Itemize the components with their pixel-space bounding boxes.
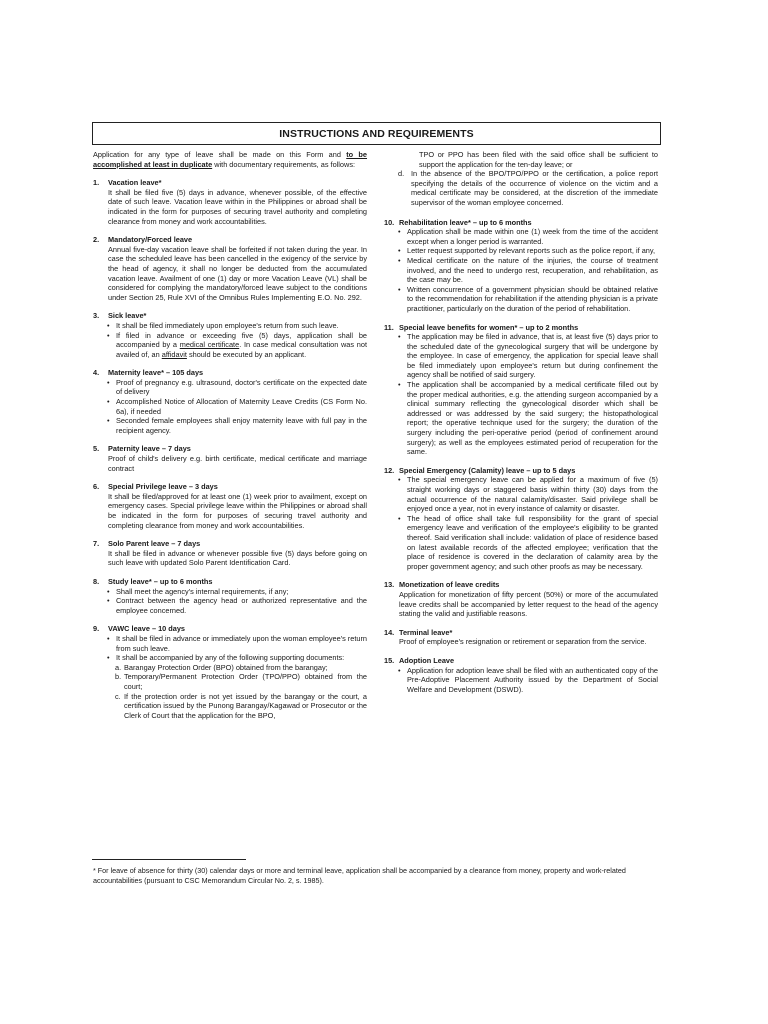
section-title: Sick leave* [108, 311, 147, 321]
list-item: • Letter request supported by relevant reports such as the police report, if any, [407, 246, 658, 256]
section-special-leave-women: 11. Special leave benefits for women* – up to 2 months • The application may be filed in advance, that is, at least five (5) days prior to the scheduled date of the gynecological surgery that will be undergone by the employee. In case of emergency, the application for special leave shall be filed immediately upon employee's return but during confinement the agency shall be notified of said surgery. • The application shall be accompanied by a medical certificate filled out by the proper medical authorities, e.g. the attending surgeon accompanied by a clinical summary reflecting the gynecological disorder which shall be addressed or was addressed by the said surgery; the histopathological report; the operative technique used for the surgery; the duration of the surgery including the peri-operative period (period of confinement around surgery); as well as the employees estimated period of recuperation for the same. [384, 323, 658, 457]
section-maternity-leave: 4. Maternity leave* – 105 days • Proof of pregnancy e.g. ultrasound, doctor's certificate on the expected date of delivery • Accomplished Notice of Allocation of Maternity Leave Credits (CS Form No. 6a), if needed • Seconded female employees shall enjoy maternity leave with full pay in the recipient agency. [93, 368, 367, 435]
section-body: It shall be filed/approved for at least one (1) week prior to availment, except on emergency cases. Special privilege leave within the Philippines or abroad shall be indicated in the form for purposes of securing travel authority and completing clearance from money and work accountabilities. [108, 491, 367, 530]
list-item: • Contract between the agency head or authorized representative and the employee concerned. [116, 596, 367, 615]
section-body: Annual five-day vacation leave shall be forfeited if not taken during the year. In case the scheduled leave has been cancelled in the exigency of the service by the head of agency, it shall no longer be deducted from the accumulated vacation leave. Availment of one (1) day or more Vacation Leave (VL) shall be considered for complying the mandatory/forced leave subject to the conditions under Section 25, Rule XVI of the Omnibus Rules Implementing E.O. No. 292. [108, 244, 367, 302]
list-item: • Application for adoption leave shall be filed with an authenticated copy of the Pre-Adoptive Placement Authority issued by the Department of Social Welfare and Development (DSWD). [407, 666, 658, 695]
list-item: • Shall meet the agency's internal requirements, if any; [116, 587, 367, 597]
left-column [93, 150, 367, 720]
list-item: • If filed in advance or exceeding five (5) days, application shall be accompanied by a medical certificate. In case medical consultation was not availed of, an affidavit should be executed by an applicant. [116, 331, 367, 360]
section-title: Special Emergency (Calamity) leave – up to 5 days [399, 465, 576, 475]
section-vacation-leave: 1. Vacation leave* It shall be filed five (5) days in advance, whenever possible, of the effective date of such leave. Vacation leave within in the Philippines or abroad shall be indicated in the form for purposes of securing travel authority and completing clearance from money and work accountabilities. [93, 178, 367, 226]
section-special-emergency-leave: 12. Special Emergency (Calamity) leave – up to 5 days • The special emergency leave can be applied for a maximum of five (5) straight working days or staggered basis within thirty (30) days from the actual occurrence of the natural calamity/disaster. Said privilege shall be enjoyed once a year, not in every instance of calamity or disaster. • The head of office shall take full responsibility for the grant of special emergency leave and verification of the employee's eligibility to be granted thereof. Said verification shall include: validation of place of residence based on latest available records of the affected employee; verification that the place of residence is covered in the declaration of calamity area by the proper government agency; and such other proofs as may be necessary. [384, 466, 658, 572]
bullet-list [93, 634, 367, 663]
bullet-list [93, 321, 367, 359]
section-monetization: 13. Monetization of leave credits Application for monetization of fifty percent (50%) or more of the accumulated leave credits shall be accompanied by letter request to the head of the agency stating the valid and justifiable reasons. [384, 580, 658, 619]
bullet-list [384, 475, 658, 571]
bullet-list [384, 332, 658, 457]
list-item: a. Barangay Protection Order (BPO) obtained from the barangay; [115, 662, 328, 672]
right-column [384, 150, 658, 694]
section-title: Adoption Leave [399, 655, 455, 665]
bullet-list [93, 378, 367, 436]
footnote-divider [92, 859, 246, 860]
section-solo-parent-leave: 7. Solo Parent leave – 7 days It shall be filed in advance or whenever possible five (5) days before going on such leave with updated Solo Parent Identification Card. [93, 539, 367, 568]
list-item: • The application shall be accompanied by a medical certificate filled out by the proper medical authorities, e.g. the attending surgeon accompanied by a clinical summary reflecting the gynecological disorder which shall be addressed or was addressed by the said surgery; the histopathological report; the operative technique used for the surgery; the duration of the surgery including the peri-operative period (period of confinement around surgery); as well as the employees estimated period of recuperation for the same. [407, 380, 658, 457]
list-item: • It shall be accompanied by any of the following supporting documents: [116, 653, 367, 663]
list-item: • Application shall be made within one (1) week from the time of the accident except when a longer period is warranted. [407, 227, 658, 246]
section-sick-leave: 3. Sick leave* • It shall be filed immediately upon employee's return from such leave. • If filed in advance or exceeding five (5) days, application shall be accompanied by a medical certificate. In case medical consultation was not availed of, an affidavit should be executed by an applicant. [93, 311, 367, 359]
section-mandatory-leave: 2. Mandatory/Forced leave Annual five-day vacation leave shall be forfeited if not taken during the year. In case the scheduled leave has been cancelled in the exigency of the service by the head of agency, it shall no longer be deducted from the accumulated vacation leave. Availment of one (1) day or more Vacation Leave (VL) shall be considered for complying the mandatory/forced leave subject to the conditions under Section 25, Rule XVI of the Omnibus Rules Implementing E.O. No. 292. [93, 235, 367, 302]
section-title: Paternity leave – 7 days [108, 444, 191, 454]
section-rehabilitation-leave: 10. Rehabilitation leave* – up to 6 months • Application shall be made within one (1) week from the time of the accident except when a longer period is warranted. • Letter request supported by relevant reports such as the police report, if any, • Medical certificate on the nature of the injuries, the course of treatment involved, and the need to undergo rest, recuperation, and rehabilitation, as the case may be. • Written concurrence of a government physician should be obtained relative to the recommendation for rehabilitation if the attending physician is a private practitioner, particularly on the duration of the period of rehabilitation. [384, 218, 658, 314]
list-item: • It shall be filed immediately upon employee's return from such leave. [116, 321, 367, 331]
section-body: Proof of child's delivery e.g. birth certificate, medical certificate and marriage contract [108, 454, 367, 473]
bullet-list [384, 666, 658, 695]
list-item: • Seconded female employees shall enjoy maternity leave with full pay in the recipient agency. [116, 416, 367, 435]
section-title: Monetization of leave credits [399, 580, 500, 590]
section-vawc-leave: 9. VAWC leave – 10 days • It shall be filed in advance or immediately upon the woman employee's return from such leave. • It shall be accompanied by any of the following supporting documents: a. Barangay Protection Order (BPO) obtained from the barangay; b. Temporary/Permanent Protection Order (TPO/PPO) obtained from the court; c. If the protection order is not yet issued by the barangay or the court, a certification issued by the Punong Barangay/Kagawad or Prosecutor or the Clerk of Court that the application for the BPO, [93, 624, 367, 720]
section-title: Solo Parent leave – 7 days [108, 539, 201, 549]
intro-paragraph: Application for any type of leave shall be made on this Form and to be accomplished at least in duplicate with documentary requirements, as follows: [93, 150, 368, 169]
section-title: Terminal leave* [399, 627, 453, 637]
list-item: • The application may be filed in advance, that is, at least five (5) days prior to the scheduled date of the gynecological surgery that will be undergone by the employee. In case of emergency, the application for special leave shall be filed immediately upon employee's return but during confinement the agency shall be notified of said surgery. [407, 332, 658, 380]
section-title: Vacation leave* [108, 178, 162, 188]
title-box [92, 122, 661, 145]
section-terminal-leave: 14. Terminal leave* Proof of employee's resignation or retirement or separation from the service. [384, 628, 658, 647]
section-title: Mandatory/Forced leave [108, 235, 193, 245]
alpha-list [384, 169, 658, 207]
bullet-list [93, 587, 367, 616]
bullet-list [384, 227, 658, 313]
section-study-leave: 8. Study leave* – up to 6 months • Shall meet the agency's internal requirements, if any; • Contract between the agency head or authorized representative and the employee concerned. [93, 577, 367, 615]
vawc-continuation: TPO or PPO has been filed with the said office shall be sufficient to support the application for the ten-day leave; or [419, 150, 658, 169]
footnote: * For leave of absence for thirty (30) calendar days or more and terminal leave, application shall be accompanied by a clearance from money, property and work-related accountabilities (pursuant to CSC Memorandum Circular No. 2, s. 1985). [93, 866, 626, 885]
list-item: • It shall be filed in advance or immediately upon the woman employee's return from such leave. [116, 634, 367, 653]
section-adoption-leave: 15. Adoption Leave • Application for adoption leave shall be filed with an authenticated copy of the Pre-Adoptive Placement Authority issued by the Department of Social Welfare and Development (DSWD). [384, 656, 658, 694]
list-item: • The head of office shall take full responsibility for the grant of special emergency leave and verification of the employee's eligibility to be granted thereof. Said verification shall include: validation of place of residence based on latest available records of the affected employee; verification that the place of residence is covered in the declaration of calamity area by the proper government agency; and such other proofs as may be necessary. [407, 514, 658, 572]
list-item: c. If the protection order is not yet issued by the barangay or the court, a certification issued by the Punong Barangay/Kagawad or Prosecutor or the Clerk of Court that the application for the BPO, [115, 691, 367, 720]
section-title: Study leave* – up to 6 months [108, 576, 213, 586]
section-title: Special Privilege leave – 3 days [108, 482, 218, 492]
section-body: Application for monetization of fifty percent (50%) or more of the accumulated leave credits shall be accompanied by letter request to the head of the agency stating the valid and justifiable reasons. [399, 589, 658, 619]
alpha-list [93, 663, 367, 721]
list-item: • Proof of pregnancy e.g. ultrasound, doctor's certificate on the expected date of delivery [116, 378, 367, 397]
list-item: • Accomplished Notice of Allocation of Maternity Leave Credits (CS Form No. 6a), if needed [116, 397, 367, 416]
section-paternity-leave: 5. Paternity leave – 7 days Proof of child's delivery e.g. birth certificate, medical certificate and marriage contract [93, 444, 367, 473]
list-item: • Medical certificate on the nature of the injuries, the course of treatment involved, and the need to undergo rest, recuperation, and rehabilitation, as the case may be. [407, 256, 658, 285]
section-body: It shall be filed five (5) days in advance, whenever possible, of the effective date of such leave. Vacation leave within in the Philippines or abroad shall be indicated in the form for purposes of securing travel authority and completing clearance from money and work accountabilities. [108, 187, 367, 226]
page-title: INSTRUCTIONS AND REQUIREMENTS [279, 127, 474, 140]
section-title: VAWC leave – 10 days [108, 624, 186, 634]
intro-underlined: to be accomplished at least in duplicate [93, 150, 368, 169]
section-title: Maternity leave* – 105 days [108, 368, 204, 378]
section-body: Proof of employee's resignation or retirement or separation from the service. [399, 637, 647, 647]
list-item: • The special emergency leave can be applied for a maximum of five (5) straight working days or staggered basis within thirty (30) days from the actual occurrence of the natural calamity/disaster. Said privilege shall be enjoyed once a year, not in every instance of calamity or disaster. [407, 475, 658, 513]
list-item: b. Temporary/Permanent Protection Order (TPO/PPO) obtained from the court; [115, 672, 367, 691]
section-title: Special leave benefits for women* – up to 2 months [399, 322, 579, 332]
list-item: • Written concurrence of a government physician should be obtained relative to the recommendation for rehabilitation if the attending physician is a private practitioner, particularly on the duration of the period of rehabilitation. [407, 285, 658, 314]
section-special-privilege-leave: 6. Special Privilege leave – 3 days It shall be filed/approved for at least one (1) week prior to availment, except on emergency cases. Special privilege leave within the Philippines or abroad shall be indicated in the form for purposes of securing travel authority and completing clearance from money and work accountabilities. [93, 482, 367, 530]
section-body: It shall be filed in advance or whenever possible five (5) days before going on such leave with updated Solo Parent Identification Card. [108, 548, 367, 568]
list-item: d. In the absence of the BPO/TPO/PPO or the certification, a police report specifying the details of the occurrence of violence on the victim and a medical certificate may be considered, at the discretion of the immediate supervisor of the woman employee concerned. [398, 169, 658, 207]
section-title: Rehabilitation leave* – up to 6 months [399, 217, 532, 227]
